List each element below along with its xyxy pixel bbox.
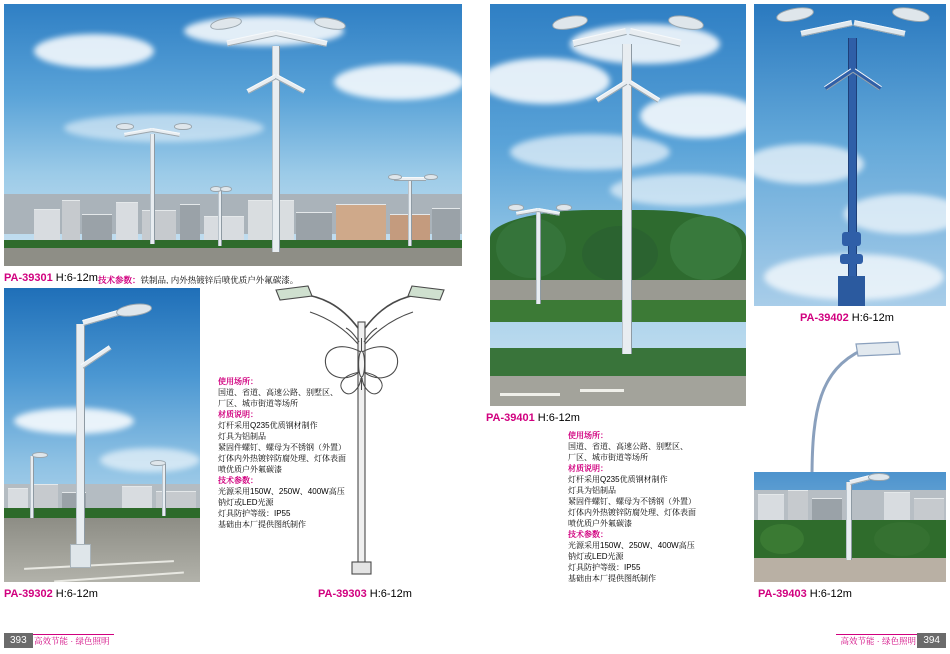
lamp-head-distant <box>508 204 524 211</box>
spec-line: 钠灯或LED光源 <box>568 552 624 561</box>
figure-code: PA-39302 <box>4 588 53 600</box>
lamp-pole <box>846 482 852 560</box>
figure-height: H:6-12m <box>55 588 98 600</box>
photo-pa-39401 <box>490 4 746 406</box>
lamp-head-distant <box>150 460 166 466</box>
figure-code: PA-39401 <box>486 412 535 424</box>
building <box>142 210 176 244</box>
spec-line: 灯具为铝制品 <box>218 432 266 441</box>
lamp-pole-distant <box>408 180 412 246</box>
walkway <box>754 558 946 582</box>
cloud <box>100 448 200 472</box>
spec-block-left <box>218 376 353 530</box>
tree <box>582 226 658 282</box>
spec-line: 喷优质户外氟碳漆 <box>568 519 632 528</box>
spec-line: 喷优质户外氟碳漆 <box>218 465 282 474</box>
figure-height: H:6-12m <box>55 272 98 284</box>
spec-section <box>218 376 353 409</box>
building <box>432 208 460 244</box>
tree <box>670 216 742 280</box>
lamp-base <box>838 276 865 306</box>
lamp-base <box>70 544 91 568</box>
spec-section <box>218 475 353 530</box>
building <box>116 202 138 244</box>
lamp-pole-distant <box>218 190 222 246</box>
cloud <box>14 408 134 434</box>
figure-height: H:6-12m <box>809 588 852 600</box>
figure-height: H:6-12m <box>369 588 412 600</box>
cloud <box>34 34 154 68</box>
spec-section <box>568 430 703 463</box>
building <box>32 484 58 511</box>
figure-code: PA-39403 <box>758 588 807 600</box>
figure-height: H:6-12m <box>537 412 580 424</box>
spec-line: 灯杆采用Q235优质钢材制作 <box>218 421 318 430</box>
lamp-pole-distant <box>162 464 166 516</box>
median-hedge <box>490 348 746 378</box>
caption-pa-39401 <box>486 412 580 424</box>
building <box>62 200 80 244</box>
spec-line: 钠灯或LED光源 <box>218 498 274 507</box>
spec-line: 国道、省道、高速公路、别墅区、 <box>568 442 688 451</box>
spec-line: 灯具防护等级：IP55 <box>218 509 291 518</box>
spec-line: 紧固件螺钉、螺母为不锈钢（外置） <box>218 443 346 452</box>
lamp-decor-band <box>842 232 861 246</box>
caption-pa-39402 <box>800 312 894 324</box>
lamp-pole-distant <box>30 456 34 518</box>
lamp-head-distant <box>116 123 134 130</box>
caption-pa-39302 <box>4 588 98 600</box>
spec-heading: 技术参数： <box>218 476 258 485</box>
tree <box>496 218 566 278</box>
lamp-head-distant <box>424 174 438 180</box>
figure-code: PA-39402 <box>800 312 849 324</box>
spec-line: 灯杆采用Q235优质钢材制作 <box>568 475 668 484</box>
lamp-pole <box>76 324 85 558</box>
spec-heading: 使用场所： <box>218 377 258 386</box>
lamp-head <box>868 473 890 481</box>
building <box>248 200 294 244</box>
spec-line: 厂区、城市街道等场所 <box>218 399 298 408</box>
lane-marking <box>500 393 560 396</box>
road <box>490 280 746 300</box>
spec-section <box>568 529 703 584</box>
lamp-head-distant <box>388 174 402 180</box>
figure-height: H:6-12m <box>851 312 894 324</box>
road <box>4 248 462 266</box>
lane-marking <box>580 389 624 392</box>
page-spine <box>474 0 476 654</box>
shrub <box>874 522 930 556</box>
photo-pa-39302 <box>4 288 200 582</box>
lamp-pole <box>622 44 632 354</box>
cloud <box>334 64 462 100</box>
spec-line: 光源采用150W、250W、400W高压 <box>568 541 695 550</box>
lamp-decor-band <box>840 254 863 264</box>
spec-section <box>568 463 703 529</box>
spec-heading: 材质说明： <box>568 464 608 473</box>
spec-block-right <box>568 430 703 584</box>
lamp-head-distant <box>174 123 192 130</box>
spec-line: 国道、省道、高速公路、别墅区、 <box>218 388 338 397</box>
photo-pa-39403 <box>754 472 946 582</box>
drawing-pa-39403 <box>770 330 940 490</box>
spec-line: 灯具防护等级：IP55 <box>568 563 641 572</box>
tech-note-label: 技术参数： <box>98 275 141 285</box>
lamp-drawing-svg <box>770 330 940 490</box>
footer-text-left: 高效节能 · 绿色照明 <box>34 636 110 646</box>
spec-line: 基础由本厂提供图纸制作 <box>568 574 656 583</box>
shrub <box>760 524 804 554</box>
cloud <box>64 114 264 142</box>
tech-note-text: 铁制品, 内外热镀锌后喷优质户外氟碳漆。 <box>140 275 299 285</box>
spec-section <box>218 409 353 475</box>
lamp-pole <box>848 38 857 306</box>
building <box>336 204 386 244</box>
spec-line: 厂区、城市街道等场所 <box>568 453 648 462</box>
spec-line: 基础由本厂提供图纸制作 <box>218 520 306 529</box>
spec-heading: 使用场所： <box>568 431 608 440</box>
photo-pa-39301 <box>4 4 462 266</box>
building <box>34 209 60 244</box>
cloud <box>510 134 670 170</box>
spec-line: 光源采用150W、250W、400W高压 <box>218 487 345 496</box>
lamp-pole-distant <box>536 212 541 304</box>
lamp-head-distant <box>220 186 232 192</box>
lamp-head-distant <box>32 452 48 458</box>
building <box>180 204 200 244</box>
lamp-head-distant <box>556 204 572 211</box>
spec-line: 灯具为铝制品 <box>568 486 616 495</box>
footer-text-right: 高效节能 · 绿色照明 <box>840 636 916 646</box>
caption-pa-39301 <box>4 272 98 284</box>
spec-line: 紧固件螺钉、螺母为不锈钢（外置） <box>568 497 696 506</box>
caption-pa-39403 <box>758 588 852 600</box>
figure-code: PA-39303 <box>318 588 367 600</box>
caption-pa-39303 <box>318 588 412 600</box>
figure-code: PA-39301 <box>4 272 53 284</box>
page-number-left: 393 <box>4 633 33 648</box>
spec-line: 灯体内外热镀锌防腐处理、灯体表面 <box>568 508 696 517</box>
cloud <box>570 24 720 64</box>
photo-pa-39402 <box>754 4 946 306</box>
spec-line: 灯体内外热镀锌防腐处理、灯体表面 <box>218 454 346 463</box>
spec-heading: 材质说明： <box>218 410 258 419</box>
spec-heading: 技术参数： <box>568 530 608 539</box>
page-number-right: 394 <box>917 633 946 648</box>
lamp-pole-distant <box>150 134 155 244</box>
